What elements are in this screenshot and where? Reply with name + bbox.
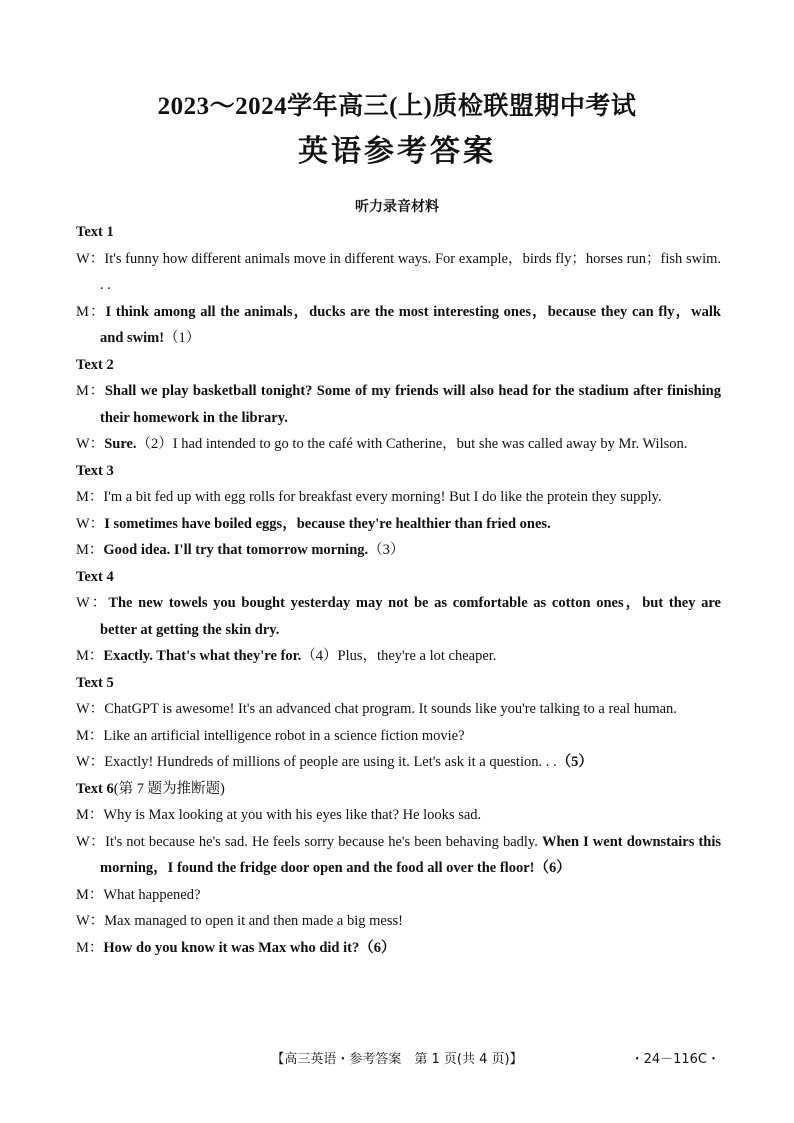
speaker-label: W：	[76, 913, 105, 929]
speaker-label: W：	[76, 595, 109, 611]
dialogue-text: ChatGPT is awesome! It's an advanced chat program. It sounds like you're talking to a real human.	[104, 701, 677, 717]
speaker-label: W：	[76, 436, 105, 452]
dialogue-turn	[76, 802, 721, 829]
dialogue-text: It's not because he's sad. He feels sorry because he's been behaving badly.	[105, 833, 542, 850]
dialogue-turn	[76, 299, 721, 352]
text-heading-label: Text 5	[76, 674, 114, 691]
speaker-label: W：	[76, 701, 105, 717]
footer-code: ・24－116C・	[630, 1052, 720, 1067]
dialogue-text: Like an artificial intelligence robot in a science fiction movie?	[103, 727, 465, 744]
dialogue-turn	[76, 723, 721, 750]
answer-key-text: Shall we play basketball tonight? Some of my friends will also head for the stadium after finishing their homework in the library.	[100, 383, 721, 426]
speaker-label: W：	[76, 754, 105, 770]
dialogue-turn	[76, 908, 721, 935]
footer-page-info: 【高三英语・参考答案 第 1 页(共 4 页)】	[271, 1052, 523, 1067]
speaker-label: M：	[76, 886, 104, 903]
dialogue-turn	[76, 935, 721, 962]
answer-key-title: 英语参考答案	[298, 135, 496, 168]
speaker-label: M：	[76, 939, 104, 956]
text-heading-label: Text 6	[76, 780, 114, 797]
exam-title: 2023～2024学年高三(上)质检联盟期中考试	[157, 93, 637, 120]
text-heading-label: Text 3	[76, 462, 114, 479]
text-heading	[76, 352, 721, 379]
dialogue-text: Exactly! Hundreds of millions of people are using it. Let's ask it a question. . .	[104, 754, 557, 770]
speaker-label: M：	[76, 489, 104, 505]
dialogue-turn	[76, 484, 721, 511]
dialogue-turn	[76, 378, 721, 431]
dialogue-text: What happened?	[103, 886, 201, 903]
section-title: 听力录音材料	[355, 199, 439, 215]
dialogue-turn	[76, 537, 721, 564]
speaker-label: W：	[76, 250, 105, 267]
text-heading-label: Text 2	[76, 356, 114, 373]
dialogue-text: Why is Max looking at you with his eyes like that? He looks sad.	[103, 807, 482, 823]
text-heading-note: (第 7 题为推断题)	[113, 780, 225, 797]
answer-key-text: The new towels you bought yesterday may not be as comfortable as cotton ones，but they are better at getting the skin dry.	[100, 595, 721, 638]
speaker-label: M：	[76, 727, 104, 744]
answer-key-text: （6）	[534, 860, 571, 876]
dialogue-turn	[76, 590, 721, 643]
text-heading	[76, 776, 721, 803]
speaker-label: M：	[76, 542, 104, 558]
speaker-label: W：	[76, 515, 105, 532]
answer-key-text: （5）	[556, 754, 593, 770]
answer-key-text: Exactly. That's what they're for.	[103, 648, 302, 664]
speaker-label: M：	[76, 383, 105, 399]
dialogue-text: （1）	[164, 330, 201, 346]
answer-key-text: When I went downstairs this morning，I found the fridge door open and the food all over the floor!	[100, 833, 722, 876]
speaker-label: M：	[76, 807, 104, 823]
dialogue-text: I'm a bit fed up with egg rolls for breakfast every morning! But I do like the protein they supply.	[103, 489, 662, 505]
dialogue-turn	[76, 643, 721, 670]
text-heading-label: Text 4	[76, 568, 114, 585]
text-heading	[76, 670, 721, 697]
answer-key-text: （6）	[359, 939, 396, 956]
dialogue-turn	[76, 749, 721, 776]
dialogue-turn	[76, 829, 721, 882]
dialogue-text: It's funny how different animals move in different ways. For example，birds fly；horses run；fish swim. . .	[100, 250, 722, 293]
answer-key-text: Good idea. I'll try that tomorrow morning.	[103, 542, 369, 558]
speaker-label: M：	[76, 648, 104, 664]
dialogue-turn	[76, 246, 721, 299]
answer-key-text: Sure.	[104, 436, 137, 452]
answer-key-text: I think among all the animals，ducks are the most interesting ones，because they can fly，walk and swim!	[100, 303, 721, 346]
dialogue-text: Max managed to open it and then made a big mess!	[104, 913, 403, 929]
dialogue-turn	[76, 511, 721, 538]
dialogue-text: （4）Plus，they're a lot cheaper.	[301, 648, 497, 664]
answer-key-text: How do you know it was Max who did it?	[103, 939, 360, 956]
answer-key-text: I sometimes have boiled eggs，because they're healthier than fried ones.	[104, 515, 551, 532]
dialogue-text: （2）I had intended to go to the café with Catherine，but she was called away by Mr. Wilson.	[136, 436, 688, 452]
dialogue-turn	[76, 882, 721, 909]
speaker-label: M：	[76, 303, 106, 320]
dialogue-text: （3）	[368, 542, 405, 558]
text-heading	[76, 564, 721, 591]
text-heading-label: Text 1	[76, 224, 114, 240]
transcript-body	[76, 219, 721, 961]
text-heading	[76, 219, 721, 246]
speaker-label: W：	[76, 833, 106, 850]
dialogue-turn	[76, 696, 721, 723]
text-heading	[76, 458, 721, 485]
dialogue-turn	[76, 431, 721, 458]
